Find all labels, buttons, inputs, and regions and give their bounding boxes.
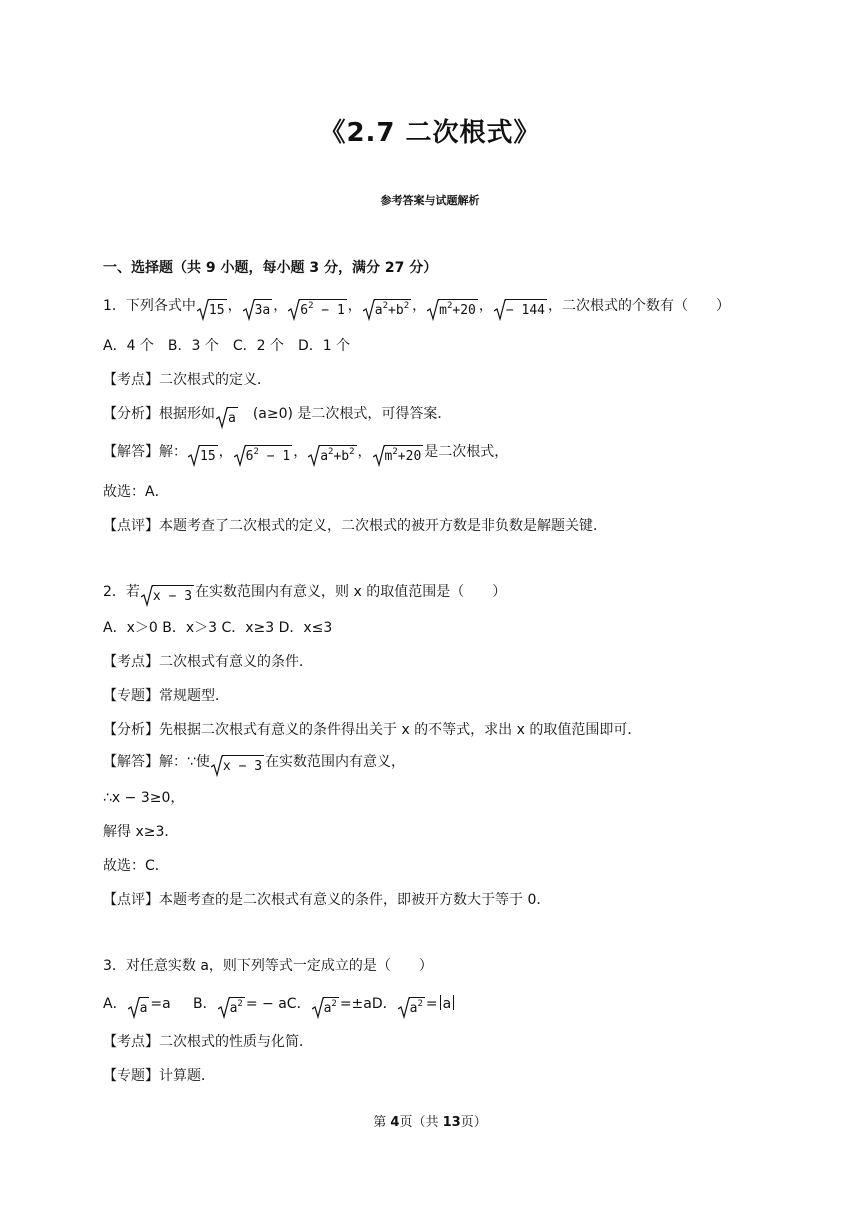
radical: x − 3 — [141, 585, 194, 606]
q2-step1: ∴x − 3≥0， — [103, 790, 185, 806]
radical: $a^2$ — [218, 997, 245, 1018]
radical: a — [216, 407, 238, 428]
q1-jieda: 【解答】解： 15 ， $6^2 - 1$ ， $a^2+b^2$ ， $m^2+20$ 是二次根式， — [103, 444, 509, 464]
q2-fenxi: 【分析】先根据二次根式有意义的条件得出关于 x 的不等式，求出 x 的取值范围即可． — [103, 722, 642, 738]
page-title: 《2.7 二次根式》 — [319, 118, 541, 148]
abs-bar-left — [440, 995, 441, 1010]
q2-stem: 2．若 x − 3 在实数范围内有意义，则 x 的取值范围是（ ） — [103, 584, 507, 604]
radical: $a^2$ — [312, 997, 339, 1018]
radical: a — [128, 997, 150, 1018]
radical: $6^2 - 1$ — [234, 445, 293, 466]
radical: x − 3 — [211, 755, 264, 776]
page-number: 4 — [390, 1115, 400, 1130]
page-footer: 第 4页（共 13页） — [373, 1115, 487, 1130]
q2-zhuanti: 【专题】常规题型． — [103, 688, 229, 704]
q2-jieda: 【解答】解：∵使 x − 3 在实数范围内有意义， — [103, 754, 406, 774]
radical: 3a — [243, 299, 273, 320]
q2-options: A．x＞0 B．x＞3 C．x≥3 D．x≤3 — [103, 620, 333, 636]
q2-step2: 解得 x≥3． — [103, 824, 179, 840]
q1-dianping: 【点评】本题考查了二次根式的定义，二次根式的被开方数是非负数是解题关键． — [103, 518, 607, 534]
radical: 15 — [197, 299, 227, 320]
radical: 15 — [188, 445, 218, 466]
section-header: 一、选择题（共 9 小题，每小题 3 分，满分 27 分） — [103, 260, 438, 276]
q1-intro: 1．下列各式中 — [103, 298, 196, 314]
radical: $a^2$ — [398, 997, 425, 1018]
radical: $a^2+b^2$ — [308, 445, 356, 466]
q1-fenxi: 【分析】根据形如 a (a≥0) 是二次根式，可得答案． — [103, 406, 452, 426]
page-subtitle: 参考答案与试题解析 — [380, 194, 480, 207]
radical: $6^2 - 1$ — [288, 299, 347, 320]
q2-kaodian: 【考点】二次根式有意义的条件． — [103, 654, 313, 670]
radical: $m^2+20$ — [373, 445, 424, 466]
q1-kaodian: 【考点】二次根式的定义． — [103, 372, 271, 388]
q2-dianping: 【点评】本题考查的是二次根式有意义的条件，即被开方数大于等于 0． — [103, 892, 551, 908]
radical: $a^2+b^2$ — [363, 299, 411, 320]
q3-options: A． a =a B． $a^2$ = − aC． $a^2 =\pm aD$． $a^2 = a$ — [103, 994, 456, 1018]
page-total: 13 — [442, 1115, 461, 1130]
q2-guxuan: 故选：C． — [103, 858, 169, 874]
radical: $m^2+20$ — [427, 299, 478, 320]
abs-bar-right — [453, 995, 454, 1010]
q1-stem: 1．下列各式中 15 ， 3a ， $6^2 - 1$ ， $a^2+b^2$ ， $m^2+20$ ， − 144 ，二次根式的个数有（ ） — [103, 298, 730, 318]
q3-kaodian: 【考点】二次根式的性质与化简． — [103, 1034, 313, 1050]
q1-tail: ，二次根式的个数有（ ） — [548, 298, 730, 314]
q1-options: A．4 个 B．3 个 C．2 个 D．1 个 — [103, 338, 351, 354]
radical: − 144 — [494, 299, 547, 320]
q3-stem: 3．对任意实数 a，则下列等式一定成立的是（ ） — [103, 958, 433, 974]
q1-guxuan: 故选：A． — [103, 484, 169, 500]
q3-zhuanti: 【专题】计算题． — [103, 1068, 215, 1084]
